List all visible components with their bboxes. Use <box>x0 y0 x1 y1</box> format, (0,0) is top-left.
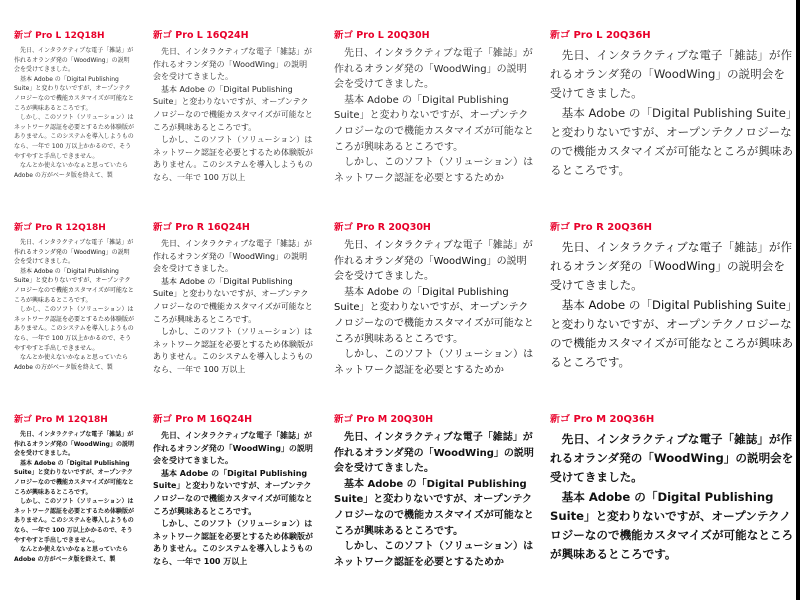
specimen-R36 <box>550 222 794 390</box>
paragraph: 先日、インタラクティブな電子「雑誌」が作れるオランダ発の「WoodWing」の説明会を受けてきました。 <box>153 47 313 82</box>
specimen-L12 <box>14 30 134 200</box>
paragraph: 先日、インタラクティブな電子「雑誌」が作れるオランダ発の「WoodWing」の説明会を受けてきました。 <box>334 432 534 475</box>
paragraph: しかし、このソフト（ソリューション）はネットワーク認証を必要とするためか <box>334 349 534 376</box>
paragraph: なんとか使えないかなぁと思っていたら Adobe の方がベータ版を終えて、製 <box>14 354 129 371</box>
specimen-body <box>153 430 313 569</box>
paragraph: 先日、インタラクティブな電子「雑誌」が作れるオランダ発の「WoodWing」の説明会を受けてきました。 <box>550 432 794 485</box>
paragraph: しかし、このソフト（ソリューション）はネットワーク認証を必要とするため体験版がありません。このシステムを導入しようものなら、一年で 100 万以上 <box>153 519 313 566</box>
paragraph: しかし、このソフト（ソリューション）はネットワーク認証を必要とするため体験版がありません。このシステムを導入しようものなら、一年で 100 万以上 <box>153 135 313 182</box>
paragraph: 基本 Adobe の「Digital Publishing Suite」と変わりないですが、オープンテクノロジーなので機能カスタマイズが可能なところが興味あるところです。 <box>334 286 534 345</box>
specimen-title: 新ゴ Pro L 20Q30H <box>334 30 430 41</box>
paragraph: しかし、このソフト（ソリューション）はネットワーク認証を必要とするため体験版がありません。このシステムを導入しようものなら、一年で 100 万以上かかるので、そうやすやすと手出しできません。 <box>14 306 134 352</box>
specimen-M36 <box>550 414 794 600</box>
paragraph: 先日、インタラクティブな電子「雑誌」が作れるオランダ発の「WoodWing」の説明会を受けてきました。 <box>153 239 313 274</box>
paragraph: 基本 Adobe の「Digital Publishing Suite」と変わりないですが、オープンテクノロジーなので機能カスタマイズが可能なところが興味あるところです。 <box>153 468 313 516</box>
specimen-R16 <box>153 222 313 390</box>
specimen-L36 <box>550 30 794 200</box>
specimen-body <box>153 46 313 185</box>
paragraph: 基本 Adobe の「Digital Publishing Suite」と変わりないですが、オープンテクノロジーなので機能カスタマイズが可能なところが興味あるところです。 <box>334 94 534 153</box>
paragraph: 先日、インタラクティブな電子「雑誌」が作れるオランダ発の「WoodWing」の説明会を受けてきました。 <box>550 48 793 101</box>
specimen-body <box>550 430 794 564</box>
paragraph: しかし、このソフト（ソリューション）はネットワーク認証を必要とするため体験版がありません。このシステムを導入しようものなら、一年で 100 万以上 <box>153 327 313 374</box>
specimen-title: 新ゴ Pro R 20Q36H <box>550 222 652 233</box>
specimen-L16 <box>153 30 313 200</box>
specimen-title: 新ゴ Pro M 20Q36H <box>550 414 655 425</box>
paragraph: 基本 Adobe の「Digital Publishing Suite」と変わりないですが、オープンテクノロジーなので機能カスタマイズが可能なところが興味あるところです。 <box>153 84 313 132</box>
specimen-title: 新ゴ Pro M 16Q24H <box>153 414 253 425</box>
paragraph: 先日、インタラクティブな電子「雑誌」が作れるオランダ発の「WoodWing」の説明会を受けてきました。 <box>334 48 533 91</box>
paragraph: 先日、インタラクティブな電子「雑誌」が作れるオランダ発の「WoodWing」の説明会を受けてきました。 <box>14 239 134 266</box>
specimen-R20 <box>334 222 534 390</box>
specimen-body <box>14 46 134 180</box>
paragraph: 先日、インタラクティブな電子「雑誌」が作れるオランダ発の「WoodWing」の説明会を受けてきました。 <box>153 431 313 466</box>
paragraph: しかし、このソフト（ソリューション）はネットワーク認証を必要とするためか <box>334 541 534 568</box>
specimen-title: 新ゴ Pro L 12Q18H <box>14 31 105 41</box>
paragraph: 基本 Adobe の「Digital Publishing Suite」と変わりないですが、オープンテクノロジーなので機能カスタマイズが可能なところが興味あるところです。 <box>14 267 134 304</box>
specimen-title: 新ゴ Pro R 12Q18H <box>14 223 106 233</box>
paragraph: しかし、このソフト（ソリューション）はネットワーク認証を必要とするため体験版がありません。このシステムを導入しようものなら、一年で 100 万以上かかるので、そうやすやすと手出しできません。 <box>14 498 134 544</box>
specimen-body <box>334 238 534 378</box>
paragraph: なんとか使えないかなぁと思っていたら Adobe の方がベータ版を終えて、製 <box>14 162 129 179</box>
paragraph: 先日、インタラクティブな電子「雑誌」が作れるオランダ発の「WoodWing」の説明会を受けてきました。 <box>14 431 134 458</box>
paragraph: 先日、インタラクティブな電子「雑誌」が作れるオランダ発の「WoodWing」の説明会を受けてきました。 <box>550 240 793 293</box>
specimen-body <box>334 46 534 186</box>
specimen-body <box>550 238 794 372</box>
specimen-M12 <box>14 414 134 600</box>
paragraph: 基本 Adobe の「Digital Publishing Suite」と変わりないですが、オープンテクノロジーなので機能カスタマイズが可能なところが興味あるところです。 <box>14 459 134 496</box>
specimen-title: 新ゴ Pro L 20Q36H <box>550 30 651 41</box>
specimen-title: 新ゴ Pro M 12Q18H <box>14 415 108 425</box>
specimen-title: 新ゴ Pro M 20Q30H <box>334 414 434 425</box>
paragraph: しかし、このソフト（ソリューション）はネットワーク認証を必要とするため体験版がありません。このシステムを導入しようものなら、一年で 100 万以上かかるので、そうやすやすと手出しできません。 <box>14 114 134 160</box>
paragraph: 基本 Adobe の「Digital Publishing Suite」と変わりないですが、オープンテクノロジーなので機能カスタマイズが可能なところが興味あるところです。 <box>550 297 794 370</box>
specimen-body <box>550 46 794 180</box>
paragraph: 基本 Adobe の「Digital Publishing Suite」と変わりないですが、オープンテクノロジーなので機能カスタマイズが可能なところが興味あるところです。 <box>334 478 534 537</box>
specimen-body <box>14 238 134 372</box>
specimen-R12 <box>14 222 134 390</box>
paragraph: 基本 Adobe の「Digital Publishing Suite」と変わりないですが、オープンテクノロジーなので機能カスタマイズが可能なところが興味あるところです。 <box>550 105 794 178</box>
specimen-body <box>334 430 534 570</box>
paragraph: 基本 Adobe の「Digital Publishing Suite」と変わりないですが、オープンテクノロジーなので機能カスタマイズが可能なところが興味あるところです。 <box>550 489 794 562</box>
specimen-title: 新ゴ Pro L 16Q24H <box>153 30 249 41</box>
paragraph: 先日、インタラクティブな電子「雑誌」が作れるオランダ発の「WoodWing」の説明会を受けてきました。 <box>334 240 533 283</box>
specimen-body <box>153 238 313 377</box>
specimen-M20 <box>334 414 534 600</box>
specimen-L20 <box>334 30 534 200</box>
paragraph: 先日、インタラクティブな電子「雑誌」が作れるオランダ発の「WoodWing」の説明会を受けてきました。 <box>14 47 134 74</box>
specimen-body <box>14 430 134 564</box>
page-edge-divider <box>796 0 800 600</box>
specimen-title: 新ゴ Pro R 20Q30H <box>334 222 431 233</box>
specimen-title: 新ゴ Pro R 16Q24H <box>153 222 250 233</box>
paragraph: 基本 Adobe の「Digital Publishing Suite」と変わりないですが、オープンテクノロジーなので機能カスタマイズが可能なところが興味あるところです。 <box>14 75 134 112</box>
specimen-M16 <box>153 414 313 600</box>
paragraph: しかし、このソフト（ソリューション）はネットワーク認証を必要とするためか <box>334 157 534 184</box>
paragraph: 基本 Adobe の「Digital Publishing Suite」と変わりないですが、オープンテクノロジーなので機能カスタマイズが可能なところが興味あるところです。 <box>153 276 313 324</box>
paragraph: なんとか使えないかなぁと思っていたら Adobe の方がベータ版を終えて、製 <box>14 546 129 563</box>
